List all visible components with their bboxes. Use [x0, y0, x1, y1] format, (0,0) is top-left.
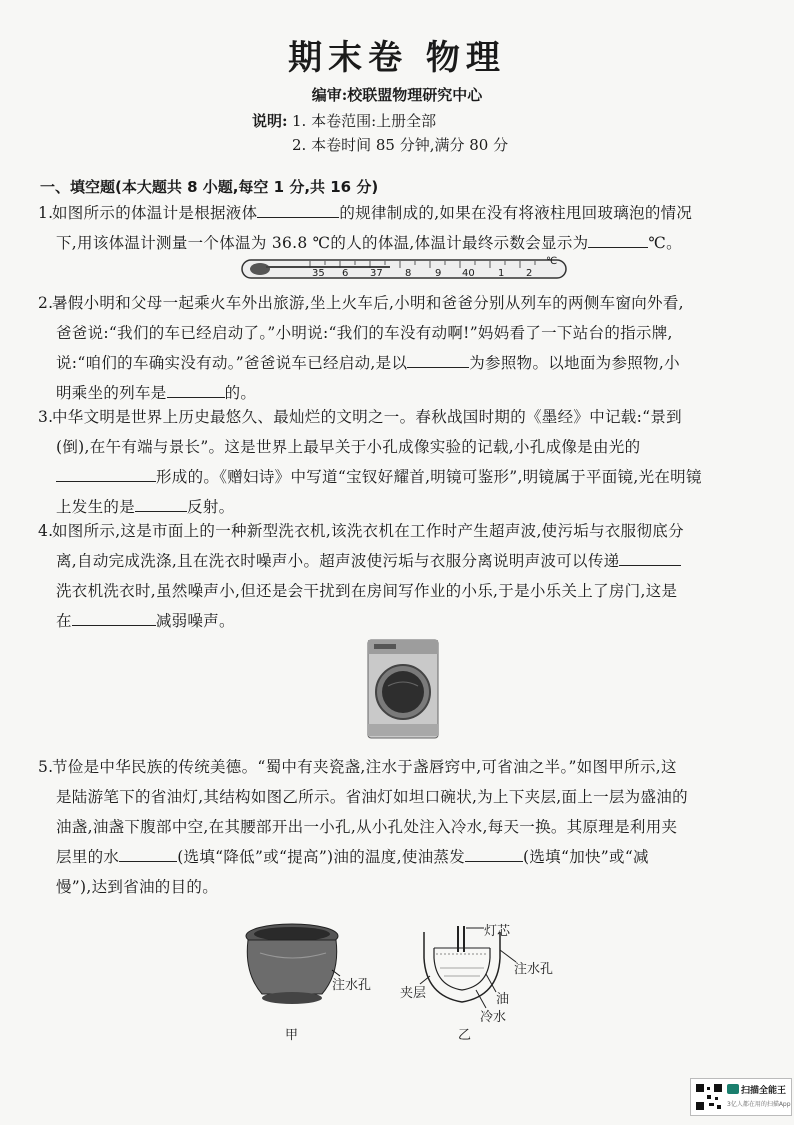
yi-layer-label: 夹层	[400, 986, 427, 1001]
q1-number: 1.	[38, 204, 54, 222]
question-2	[38, 288, 768, 408]
scanner-tagline: 3亿人都在用的扫描App	[727, 1101, 791, 1108]
thermo-tick-39: 9	[435, 268, 442, 279]
yi-oil-label: 油	[496, 992, 510, 1007]
q5-number: 5.	[38, 758, 54, 776]
question-1	[38, 198, 768, 258]
fig-yi-caption: 乙	[458, 1028, 472, 1043]
editor-line: 编审:校联盟物理研究中心	[311, 86, 483, 104]
washing-machine-image	[366, 638, 440, 740]
oil-lamp-photo	[240, 918, 390, 1018]
q5-line1: 节俭是中华民族的传统美德。“蜀中有夹瓷盏,注水于盏唇窍中,可省油之半。”如图甲所示,这	[52, 758, 677, 776]
section-heading: 一、填空题(本大题共 8 小题,每空 1 分,共 16 分)	[40, 178, 379, 196]
q1-line2a: 下,用该体温计测量一个体温为 36.8 ℃的人的体温,体温计最终示数会显示为	[56, 234, 589, 252]
q2-blank-1[interactable]	[407, 351, 469, 368]
washing-machine-icon	[366, 638, 440, 740]
q2-line3b: 为参照物。以地面为参照物,小	[469, 354, 680, 372]
q1-line1b: 的规律制成的,如果在没有将液柱甩回玻璃泡的情况	[339, 204, 693, 222]
q5-line4a: 层里的水	[56, 848, 120, 866]
oil-lamp-diagram	[400, 918, 580, 1028]
q4-line4a: 在	[56, 612, 72, 630]
thermo-unit: ℃	[546, 256, 558, 267]
yi-water-label: 冷水	[480, 1010, 507, 1025]
q2-line1: 暑假小明和父母一起乘火车外出旅游,坐上火车后,小明和爸爸分别从列车的两侧车窗向外看,	[52, 294, 684, 312]
scanner-badge	[690, 1078, 792, 1116]
q4-blank-1[interactable]	[619, 549, 681, 566]
qr-code-icon	[695, 1083, 723, 1111]
q4-line1: 如图所示,这是市面上的一种新型洗衣机,该洗衣机在工作时产生超声波,使污垢与衣服彻底分	[52, 522, 684, 540]
q3-line3b: 形成的。《赠妇诗》中写道“宝钗好耀首,明镜可鉴形”,明镜属于平面镜,光在明镜	[156, 468, 702, 486]
fig-jia-caption: 甲	[285, 1028, 299, 1043]
cs-logo-icon	[727, 1084, 739, 1094]
q3-line1: 中华文明是世界上历史最悠久、最灿烂的文明之一。春秋战国时期的《墨经》中记载:“景到	[52, 408, 682, 426]
q4-blank-2[interactable]	[72, 609, 156, 626]
q3-number: 3.	[38, 408, 54, 426]
q5-blank-2[interactable]	[465, 845, 523, 862]
q1-blank-1[interactable]	[257, 201, 339, 218]
scanner-name: 扫描全能王	[741, 1086, 787, 1096]
note-label: 说明:	[252, 112, 288, 130]
page-title: 期末卷 物理	[288, 38, 506, 78]
note-2: 2. 本卷时间 85 分钟,满分 80 分	[292, 136, 509, 154]
q5-line4b: (选填“降低”或“提高”)油的温度,使油蒸发	[177, 848, 466, 866]
thermometer-figure	[240, 256, 570, 282]
thermo-tick-40: 40	[462, 268, 475, 279]
q2-line3a: 说:“咱们的车确实没有动。”爸爸说车已经启动,是以	[56, 354, 408, 372]
thermo-tick-38: 8	[405, 268, 412, 279]
q3-blank-1[interactable]	[56, 465, 156, 482]
question-4	[38, 516, 768, 636]
thermo-tick-42: 2	[526, 268, 533, 279]
q1-blank-2[interactable]	[588, 231, 648, 248]
q5-line5: 慢”),达到省油的目的。	[56, 878, 218, 896]
jia-hole-label: 注水孔	[332, 978, 372, 993]
yi-hole-label: 注水孔	[514, 962, 554, 977]
q4-line4b: 减弱噪声。	[155, 612, 235, 630]
q1-line1a: 如图所示的体温计是根据液体	[52, 204, 258, 222]
yi-wick-label: 灯芯	[484, 924, 511, 939]
question-5	[38, 752, 768, 902]
q4-number: 4.	[38, 522, 54, 540]
q3-line2: (倒),在午有端与景长”。这是世界上最早关于小孔成像实验的记载,小孔成像是由光的	[56, 438, 641, 456]
q2-line4b: 的。	[224, 384, 257, 402]
q3-blank-2[interactable]	[135, 495, 187, 512]
thermo-tick-37: 37	[370, 268, 383, 279]
thermo-tick-36: 6	[342, 268, 349, 279]
q5-line3: 油盏,油盏下腹部中空,在其腰部开出一小孔,从小孔处注入冷水,每天一换。其原理是利用夹	[56, 818, 678, 836]
q2-number: 2.	[38, 294, 54, 312]
q3-line4a: 上发生的是	[56, 498, 136, 516]
q5-line4c: (选填“加快”或“减	[523, 848, 649, 866]
note-1: 1. 本卷范围:上册全部	[292, 112, 437, 130]
thermo-tick-41: 1	[498, 268, 505, 279]
q1-line2b: ℃。	[648, 234, 682, 252]
oil-lamp-icon	[240, 918, 390, 1018]
q5-blank-1[interactable]	[119, 845, 177, 862]
q3-line4b: 反射。	[187, 498, 235, 516]
q2-line4a: 明乘坐的列车是	[56, 384, 167, 402]
q5-line2: 是陆游笔下的省油灯,其结构如图乙所示。省油灯如坦口碗状,为上下夹层,面上一层为盛油的	[56, 788, 688, 806]
thermo-tick-35: 35	[312, 268, 325, 279]
question-3	[38, 402, 768, 522]
q2-line2: 爸爸说:“我们的车已经启动了。”小明说:“我们的车没有动啊!”妈妈看了一下站台的指示牌,	[56, 324, 673, 342]
q4-line2a: 离,自动完成洗涤,且在洗衣时噪声小。超声波使污垢与衣服分离说明声波可以传递	[56, 552, 620, 570]
q2-blank-2[interactable]	[167, 381, 225, 398]
q4-line3: 洗衣机洗衣时,虽然噪声小,但还是会干扰到在房间写作业的小乐,于是小乐关上了房门,这是	[56, 582, 678, 600]
